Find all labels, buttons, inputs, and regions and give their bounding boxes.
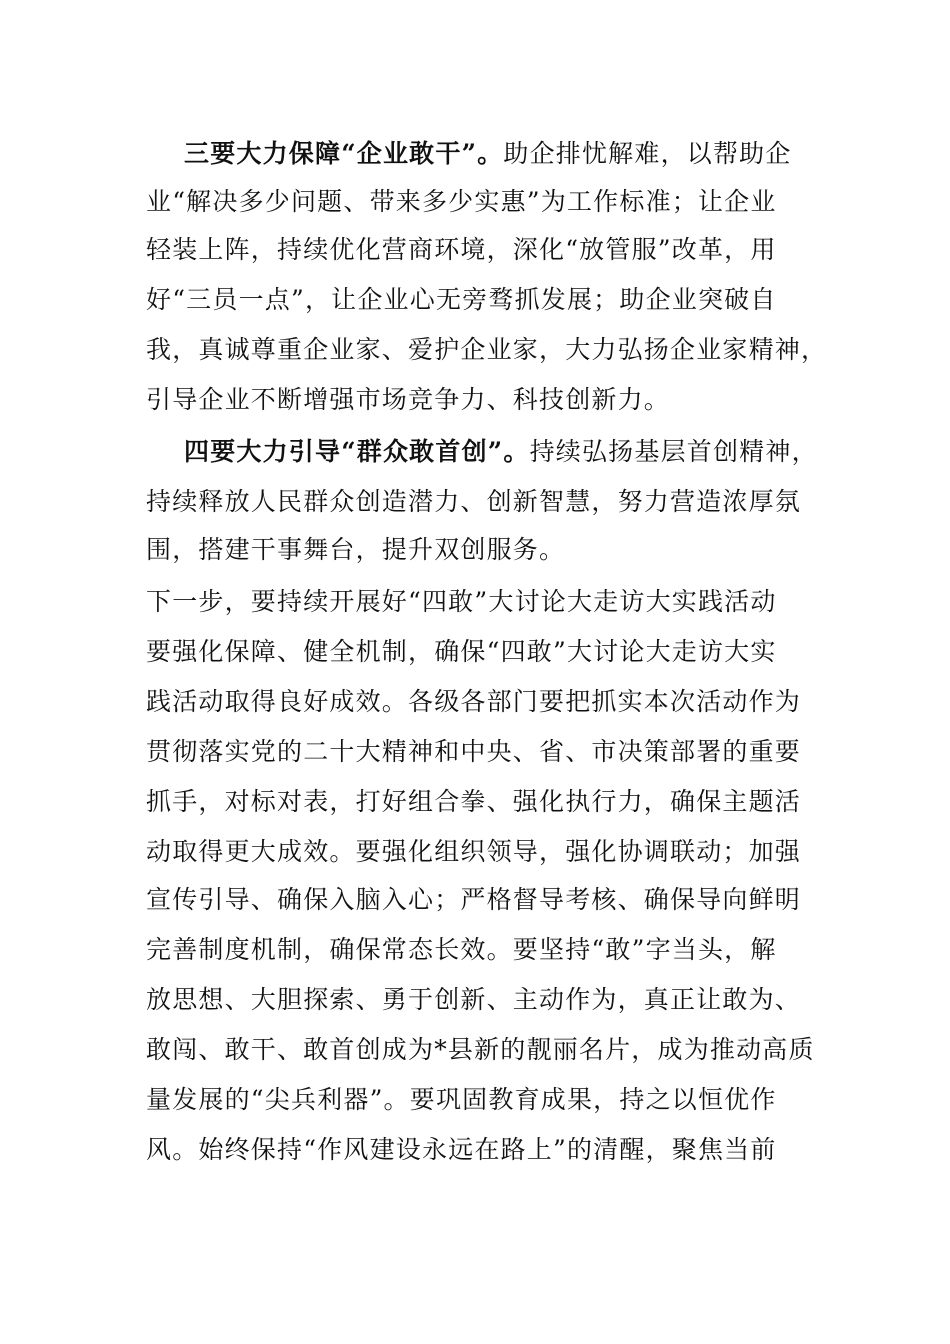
paragraph-3-line-5: 抓手，对标对表，打好组合拳、强化执行力，确保主题活 bbox=[146, 787, 802, 816]
paragraph-3-line-2: 要强化保障、健全机制，确保“四敢”大讨论大走访大实 bbox=[146, 637, 777, 666]
paragraph-3-line-8: 完善制度机制，确保常态长效。要坚持“敢”字当头，解 bbox=[146, 935, 777, 964]
paragraph-2-text: 持续弘扬基层首创精神， bbox=[529, 437, 818, 466]
paragraph-1-line-1 bbox=[184, 129, 811, 179]
paragraph-3-line-7: 宣传引导、确保入脑入心；严格督导考核、确保导向鲜明 bbox=[146, 885, 802, 914]
paragraph-1-line-4: 好“三员一点”，让企业心无旁骛抓发展；助企业突破自 bbox=[146, 285, 777, 314]
paragraph-1-line-3: 轻装上阵，持续优化营商环境，深化“放管服”改革，用 bbox=[146, 235, 777, 264]
paragraph-3-line-11: 量发展的“尖兵利器”。要巩固教育成果，持之以恒优作 bbox=[146, 1085, 777, 1114]
paragraph-2-line-3: 围，搭建干事舞台，提升双创服务。 bbox=[146, 535, 566, 564]
paragraph-3-line-3: 践活动取得良好成效。各级各部门要把抓实本次活动作为 bbox=[146, 687, 802, 716]
paragraph-3-line-12: 风。始终保持“作风建设永远在路上”的清醒，聚焦当前 bbox=[146, 1135, 777, 1164]
paragraph-1-line-2: 业“解决多少问题、带来多少实惠”为工作标准；让企业 bbox=[146, 187, 777, 216]
paragraph-2-line-1 bbox=[184, 427, 818, 477]
paragraph-3-line-4: 贯彻落实党的二十大精神和中央、省、市决策部署的重要 bbox=[146, 737, 802, 766]
paragraph-1-line-5: 我，真诚尊重企业家、爱护企业家，大力弘扬企业家精神， bbox=[146, 335, 828, 364]
paragraph-2-line-2: 持续释放人民群众创造潜力、创新智慧，努力营造浓厚氛 bbox=[146, 487, 802, 516]
paragraph-1-line-6: 引导企业不断增强市场竞争力、科技创新力。 bbox=[146, 385, 671, 414]
paragraph-3-line-6: 动取得更大成效。要强化组织领导，强化协调联动；加强 bbox=[146, 837, 802, 866]
paragraph-3-line-1: 下一步，要持续开展好“四敢”大讨论大走访大实践活动 bbox=[146, 587, 777, 616]
paragraph-2-heading: 四要大力引导“群众敢首创”。 bbox=[184, 437, 530, 466]
paragraph-1-text: 助企排忧解难，以帮助企 bbox=[503, 139, 792, 168]
paragraph-3-line-9: 放思想、大胆探索、勇于创新、主动作为，真正让敢为、 bbox=[146, 985, 802, 1014]
paragraph-3-line-10: 敢闯、敢干、敢首创成为*县新的靓丽名片，成为推动高质 bbox=[146, 1035, 815, 1064]
paragraph-1-heading: 三要大力保障“企业敢干”。 bbox=[184, 139, 504, 168]
